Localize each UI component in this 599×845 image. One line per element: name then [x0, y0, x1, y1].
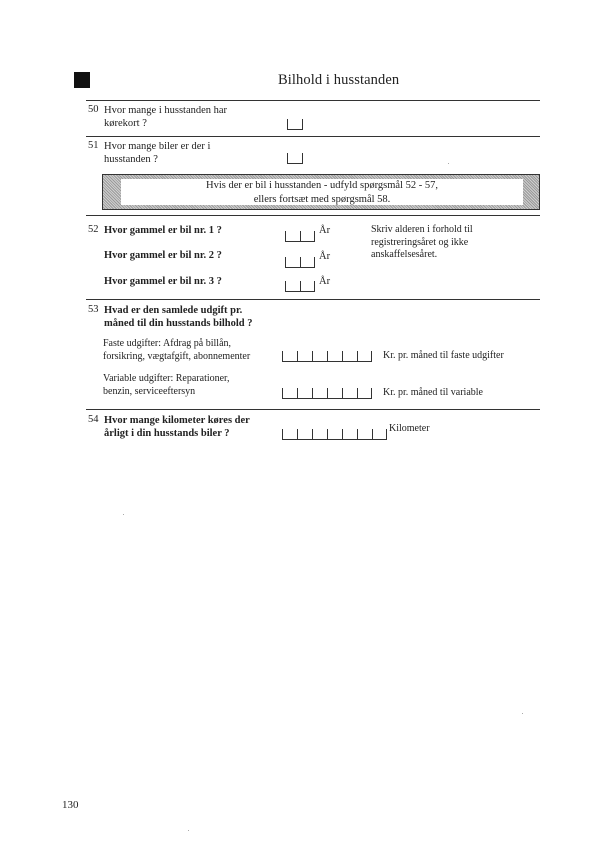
- variable-costs-label: [103, 373, 230, 398]
- digit-box[interactable]: [287, 153, 303, 163]
- answer-field-53-fixed[interactable]: [282, 351, 372, 362]
- banner-text: [121, 179, 523, 205]
- answer-field-51[interactable]: [287, 153, 303, 164]
- question-53-line2: måned til din husstands bilhold ?: [104, 318, 253, 329]
- fixed-costs-line1: Faste udgifter: Afdrag på billån,: [103, 338, 232, 349]
- variable-costs-line1: Variable udgifter: Reparationer,: [103, 373, 230, 384]
- digit-box[interactable]: [372, 429, 387, 439]
- divider: [86, 136, 540, 137]
- answer-field-53-variable[interactable]: [282, 388, 372, 399]
- scan-speck: [522, 713, 523, 714]
- answer-field-52-car1[interactable]: [285, 231, 315, 242]
- divider: [86, 100, 540, 101]
- note-line2: registreringsåret og ikke: [371, 236, 469, 248]
- unit-label: År: [319, 276, 331, 287]
- digit-box[interactable]: [282, 429, 297, 439]
- digit-box[interactable]: [342, 351, 357, 361]
- digit-box[interactable]: [357, 429, 372, 439]
- digit-box[interactable]: [300, 257, 315, 267]
- digit-box[interactable]: [300, 281, 315, 291]
- note-line3: anskaffelsesåret.: [371, 249, 438, 260]
- scan-speck: [448, 163, 449, 164]
- variable-costs-line2: benzin, serviceeftersyn: [103, 385, 196, 397]
- question-53-line1: Hvad er den samlede udgift pr.: [104, 305, 243, 316]
- digit-box[interactable]: [327, 351, 342, 361]
- digit-box[interactable]: [285, 257, 300, 267]
- question-50-text: [104, 104, 227, 130]
- digit-box[interactable]: [285, 231, 300, 241]
- question-50-line2: kørekort ?: [104, 118, 147, 129]
- question-50-line1: Hvor mange i husstanden har: [104, 105, 228, 116]
- instruction-banner: [102, 174, 540, 210]
- page-title: Bilhold i husstanden: [278, 72, 400, 88]
- question-number: 52: [88, 224, 99, 235]
- digit-box[interactable]: [300, 231, 315, 241]
- note-line1: Skriv alderen i forhold til: [371, 224, 473, 235]
- digit-box[interactable]: [297, 351, 312, 361]
- question-54-line1: Hvor mange kilometer køres der: [104, 415, 250, 426]
- divider: [86, 215, 540, 216]
- answer-field-52-car2[interactable]: [285, 257, 315, 268]
- digit-box[interactable]: [282, 388, 297, 398]
- digit-box[interactable]: [282, 351, 297, 361]
- kilometer-unit: Kilometer: [389, 423, 430, 434]
- scan-speck: [123, 514, 124, 515]
- scan-speck: [188, 830, 189, 831]
- fixed-costs-unit: Kr. pr. måned til faste udgifter: [383, 350, 504, 361]
- question-number: 50: [88, 104, 99, 115]
- digit-box[interactable]: [285, 281, 300, 291]
- fixed-costs-label: [103, 338, 250, 363]
- answer-field-52-car3[interactable]: [285, 281, 315, 292]
- question-52-car3: Hvor gammel er bil nr. 3 ?: [104, 276, 222, 287]
- question-51-line1: Hvor mange biler er der i: [104, 141, 211, 152]
- banner-line1: Hvis der er bil i husstanden - udfyld spørgsmål 52 - 57,: [206, 180, 438, 191]
- digit-box[interactable]: [312, 351, 327, 361]
- answer-field-50[interactable]: [287, 119, 303, 130]
- section-marker: [74, 72, 90, 88]
- question-number: 51: [88, 140, 99, 151]
- question-52-car2: Hvor gammel er bil nr. 2 ?: [104, 250, 222, 261]
- question-number: 54: [88, 414, 99, 425]
- divider: [86, 409, 540, 410]
- question-51-text: [104, 140, 210, 166]
- unit-label: År: [319, 251, 331, 262]
- unit-label: År: [319, 225, 331, 236]
- question-54-text: [104, 414, 250, 440]
- answer-field-54[interactable]: [282, 429, 387, 440]
- divider: [86, 299, 540, 300]
- digit-box[interactable]: [327, 429, 342, 439]
- question-number: 53: [88, 304, 99, 315]
- page-number: 130: [62, 799, 79, 811]
- digit-box[interactable]: [312, 429, 327, 439]
- question-52-note: [371, 224, 504, 262]
- digit-box[interactable]: [327, 388, 342, 398]
- question-53-text: [104, 304, 253, 330]
- digit-box[interactable]: [357, 388, 372, 398]
- variable-costs-unit: Kr. pr. måned til variable: [383, 387, 483, 398]
- question-51-line2: husstanden ?: [104, 154, 158, 165]
- digit-box[interactable]: [312, 388, 327, 398]
- banner-line2: ellers fortsæt med spørgsmål 58.: [253, 194, 391, 205]
- digit-box[interactable]: [287, 119, 303, 129]
- question-52-car1: Hvor gammel er bil nr. 1 ?: [104, 225, 222, 236]
- digit-box[interactable]: [297, 429, 312, 439]
- digit-box[interactable]: [357, 351, 372, 361]
- question-54-line2: årligt i din husstands biler ?: [104, 428, 230, 439]
- digit-box[interactable]: [297, 388, 312, 398]
- digit-box[interactable]: [342, 388, 357, 398]
- fixed-costs-line2: forsikring, vægtafgift, abonnementer: [103, 350, 251, 362]
- digit-box[interactable]: [342, 429, 357, 439]
